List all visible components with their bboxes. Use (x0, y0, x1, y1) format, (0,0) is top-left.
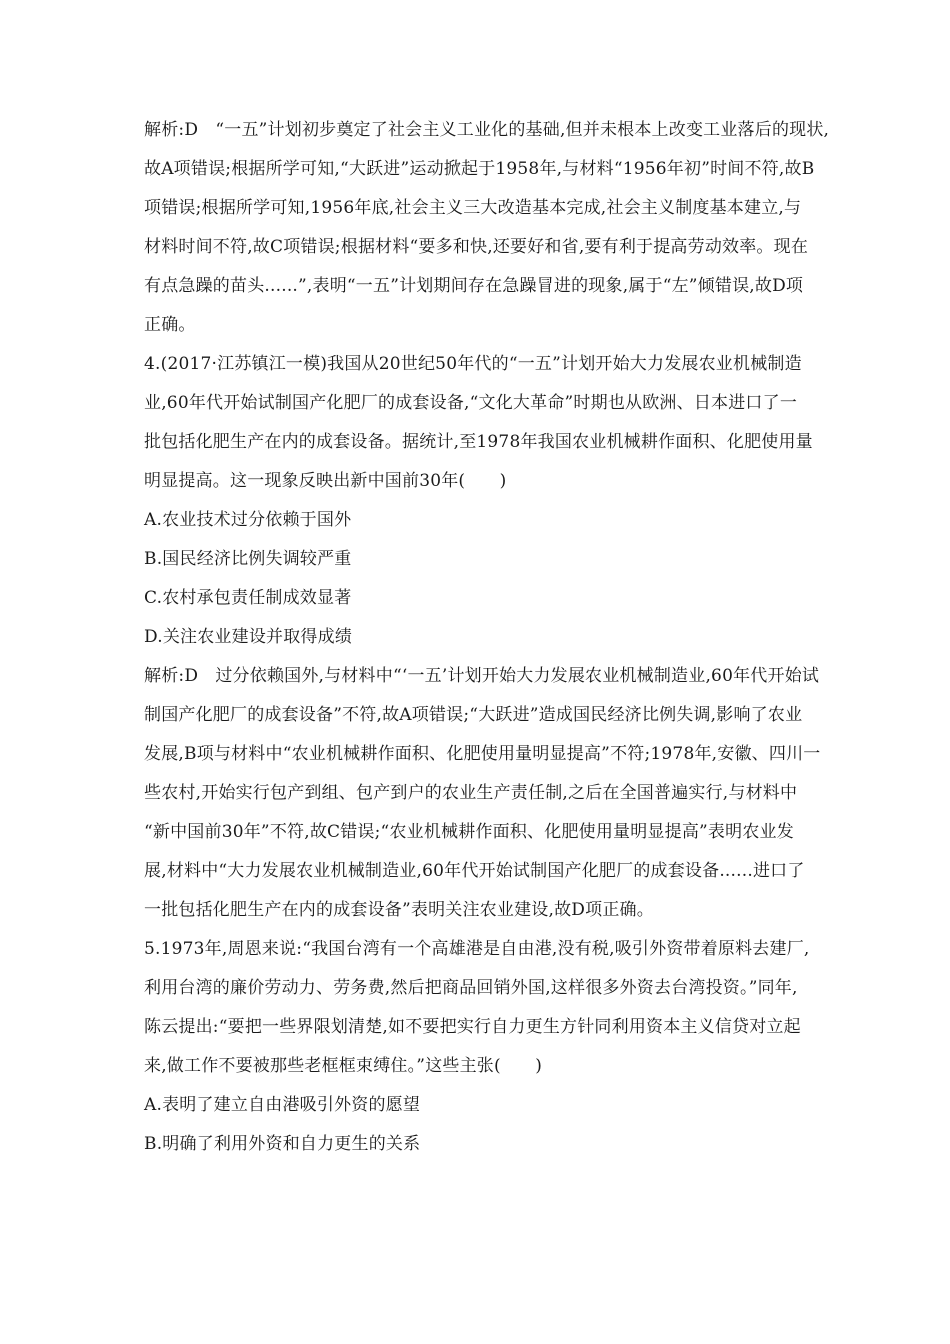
question-4-option-c: C.农村承包责任制成效显著 (144, 588, 352, 608)
answer-3-analysis-line-2: 故A项错误;根据所学可知,“大跃进”运动掀起于1958年,与材料“1956年初”时间不符,故B (144, 159, 815, 179)
question-5-stem-line-1: 5.1973年,周恩来说:“我国台湾有一个高雄港是自由港,没有税,吸引外资带着原料去建厂, (144, 939, 810, 959)
question-5-option-a: A.表明了建立自由港吸引外资的愿望 (144, 1095, 421, 1115)
answer-3-analysis-line-5: 有点急躁的苗头......”,表明“一五”计划期间存在急躁冒进的现象,属于“左”倾错误,故D项 (144, 276, 804, 296)
question-4-option-b: B.国民经济比例失调较严重 (144, 549, 352, 569)
question-4-option-d: D.关注农业建设并取得成绩 (144, 627, 353, 647)
answer-4-analysis-line-2: 制国产化肥厂的成套设备”不符,故A项错误;“大跃进”造成国民经济比例失调,影响了农业 (144, 705, 803, 725)
answer-4-analysis-line-6: 展,材料中“大力发展农业机械制造业,60年代开始试制国产化肥厂的成套设备......进口了 (144, 861, 805, 881)
answer-4-analysis-line-4: 些农村,开始实行包产到组、包产到户的农业生产责任制,之后在全国普遍实行,与材料中 (144, 783, 798, 803)
answer-4-analysis-line-7: 一批包括化肥生产在内的成套设备”表明关注农业建设,故D项正确。 (144, 900, 654, 920)
question-5-stem-line-2: 利用台湾的廉价劳动力、劳务费,然后把商品回销外国,这样很多外资去台湾投资。”同年, (144, 978, 798, 998)
answer-3-analysis-line-3: 项错误;根据所学可知,1956年底,社会主义三大改造基本完成,社会主义制度基本建立,与 (144, 198, 802, 218)
question-5-stem-line-3: 陈云提出:“要把一些界限划清楚,如不要把实行自力更生方针同利用资本主义信贷对立起 (144, 1017, 801, 1037)
answer-4-analysis-line-1: 解析:D 过分依赖国外,与材料中“‘一五’计划开始大力发展农业机械制造业,60年代开始试 (144, 666, 820, 686)
question-4-stem-line-2: 业,60年代开始试制国产化肥厂的成套设备,“文化大革命”时期也从欧洲、日本进口了一 (144, 393, 798, 413)
question-4-option-a: A.农业技术过分依赖于国外 (144, 510, 352, 530)
question-4-stem-line-3: 批包括化肥生产在内的成套设备。据统计,至1978年我国农业机械耕作面积、化肥使用量 (144, 432, 813, 452)
document-page (144, 120, 830, 1173)
question-5-stem-line-4: 来,做工作不要被那些老框框束缚住。”这些主张( ) (144, 1056, 543, 1076)
question-5-option-b: B.明确了利用外资和自力更生的关系 (144, 1134, 421, 1154)
answer-3-analysis-line-4: 材料时间不符,故C项错误;根据材料“要多和快,还要好和省,要有利于提高劳动效率。现在 (144, 237, 809, 257)
answer-4-analysis-line-5: “新中国前30年”不符,故C错误;“农业机械耕作面积、化肥使用量明显提高”表明农业发 (144, 822, 794, 842)
answer-4-analysis-line-3: 发展,B项与材料中“农业机械耕作面积、化肥使用量明显提高”不符;1978年,安徽、四川一 (144, 744, 821, 764)
question-4-stem-line-1: 4.(2017·江苏镇江一模)我国从20世纪50年代的“一五”计划开始大力发展农业机械制造 (144, 354, 802, 374)
question-4-stem-line-4: 明显提高。这一现象反映出新中国前30年( ) (144, 471, 507, 491)
answer-3-analysis-line-1: 解析:D “一五”计划初步奠定了社会主义工业化的基础,但并未根本上改变工业落后的现状, (144, 120, 830, 140)
answer-3-analysis-line-6: 正确。 (144, 315, 196, 335)
